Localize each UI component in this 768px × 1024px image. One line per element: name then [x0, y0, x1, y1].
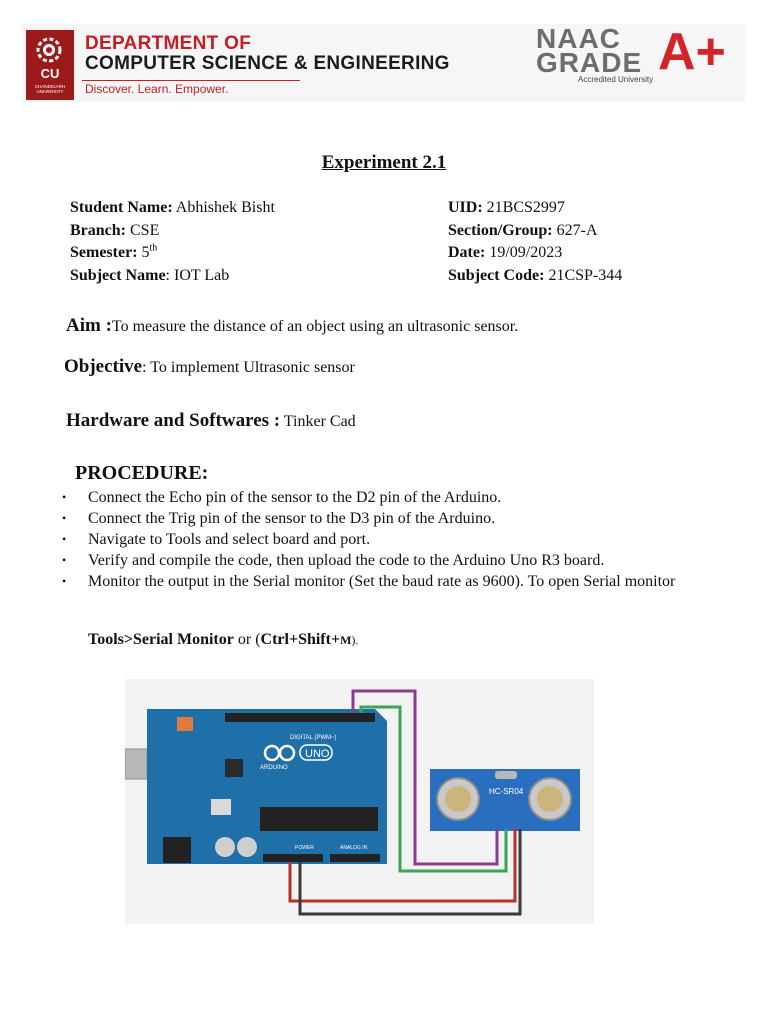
tagline: Discover. Learn. Empower. [85, 82, 229, 96]
shortcut-keys: Ctrl+Shift+ [260, 631, 341, 648]
small-chip [225, 759, 243, 777]
hardware-text: Tinker Cad [280, 413, 356, 430]
aim-text: To measure the distance of an object using an ultrasonic sensor. [111, 318, 519, 335]
department-title-line2: COMPUTER SCIENCE & ENGINEERING [85, 53, 450, 74]
list-item [62, 550, 702, 571]
naac-text: NAAC [536, 23, 621, 54]
usb-connector [125, 749, 147, 779]
subject-name-label: Subject Name [70, 266, 166, 284]
date-label: Date: [448, 244, 486, 261]
procedure-step: Monitor the output in the Serial monitor (Set the baud rate as 9600). To open Serial monitor [88, 573, 676, 590]
department-header [22, 24, 746, 102]
analog-label: ANALOG IN [340, 845, 368, 851]
cu-logo-subtext: CHANDIGARH UNIVERSITY [34, 84, 66, 94]
atmega-chip [260, 807, 378, 831]
branch-row [70, 220, 275, 243]
list-item [62, 571, 702, 592]
aim-section [66, 315, 518, 337]
power-label: POWER [295, 845, 314, 851]
bullet: • [62, 511, 67, 525]
crystal [211, 799, 231, 815]
student-name: Abhishek Bisht [172, 199, 275, 216]
tools-menu-path: Tools>Serial Monitor [88, 631, 234, 648]
cu-logo [26, 30, 74, 100]
cu-logo-text: CU [40, 66, 60, 81]
uid-value: 21BCS2997 [482, 199, 565, 216]
subject-code-row [448, 265, 622, 288]
procedure-step: Navigate to Tools and select board and port. [88, 531, 371, 548]
subject-name-value: : IOT Lab [165, 266, 230, 284]
digital-label: DIGITAL (PWM~) [290, 735, 337, 741]
power-header [263, 854, 323, 862]
experiment-title: Experiment 2.1 [321, 152, 447, 173]
capacitor [237, 837, 257, 857]
student-info-left [70, 197, 275, 287]
tools-end: ). [351, 633, 359, 647]
semester-suffix: th [149, 242, 158, 254]
section-label: Section/Group: [448, 221, 553, 239]
sensor-label: HC-SR04 [489, 787, 524, 796]
branch-value: CSE [126, 221, 160, 239]
circuit-diagram [125, 679, 594, 924]
procedure-step: Verify and compile the code, then upload the code to the Arduino Uno R3 board. [88, 552, 605, 569]
bullet: • [62, 574, 67, 588]
bullet: • [62, 490, 67, 504]
bullet: • [62, 532, 67, 546]
grade-text: GRADE [536, 47, 643, 78]
section-row [448, 220, 622, 243]
grade-value: A+ [658, 23, 726, 81]
section-value: 627-A [552, 221, 598, 239]
tools-or: or ( [233, 631, 261, 648]
shortcut-key-m: M [340, 633, 352, 647]
gear-emblem-icon [33, 34, 65, 66]
semester-label: Semester: [70, 244, 138, 261]
hardware-section [66, 410, 356, 432]
subject-code-label: Subject Code: [448, 266, 545, 284]
aim-label: Aim : [66, 315, 112, 336]
semester-value: 5 [137, 244, 150, 261]
list-item [62, 508, 702, 529]
procedure-step: Connect the Echo pin of the sensor to the D2 pin of the Arduino. [88, 489, 502, 506]
objective-label: Objective [64, 356, 143, 377]
list-item [62, 487, 702, 508]
subject-name-row [70, 265, 275, 288]
department-title-line1: DEPARTMENT OF [85, 33, 252, 54]
serial-monitor-instruction [88, 631, 358, 649]
accredited-text: Accredited University [578, 75, 654, 84]
reset-button [177, 717, 193, 731]
sensor-crystal [495, 771, 517, 779]
uid-label: UID: [448, 199, 483, 216]
list-item [62, 529, 702, 550]
objective-text: : To implement Ultrasonic sensor [142, 359, 355, 376]
digital-header [225, 713, 375, 722]
analog-header [330, 854, 380, 862]
branch-label: Branch: [70, 221, 126, 239]
uid-row [448, 197, 622, 220]
hardware-label: Hardware and Softwares : [66, 410, 281, 431]
arduino-label: ARDUINO [260, 765, 288, 771]
sensor-receiver-mesh [537, 786, 563, 812]
circuit-svg [125, 679, 594, 924]
date-value: 19/09/2023 [485, 244, 563, 261]
uno-label: UNO [305, 748, 330, 760]
bullet: • [62, 553, 67, 567]
power-jack [163, 837, 191, 863]
subject-code-value: 21CSP-344 [544, 266, 623, 284]
objective-section [64, 356, 355, 378]
date-row [448, 242, 622, 265]
student-name-label: Student Name: [70, 199, 173, 216]
semester-row [70, 242, 275, 265]
student-name-row [70, 197, 275, 220]
student-info-right [448, 197, 622, 287]
tagline-divider [82, 80, 300, 81]
sensor-transmitter-mesh [445, 786, 471, 812]
procedure-step: Connect the Trig pin of the sensor to the D3 pin of the Arduino. [88, 510, 496, 527]
procedure-title: PROCEDURE: [75, 462, 209, 484]
procedure-list [62, 487, 702, 592]
capacitor [215, 837, 235, 857]
